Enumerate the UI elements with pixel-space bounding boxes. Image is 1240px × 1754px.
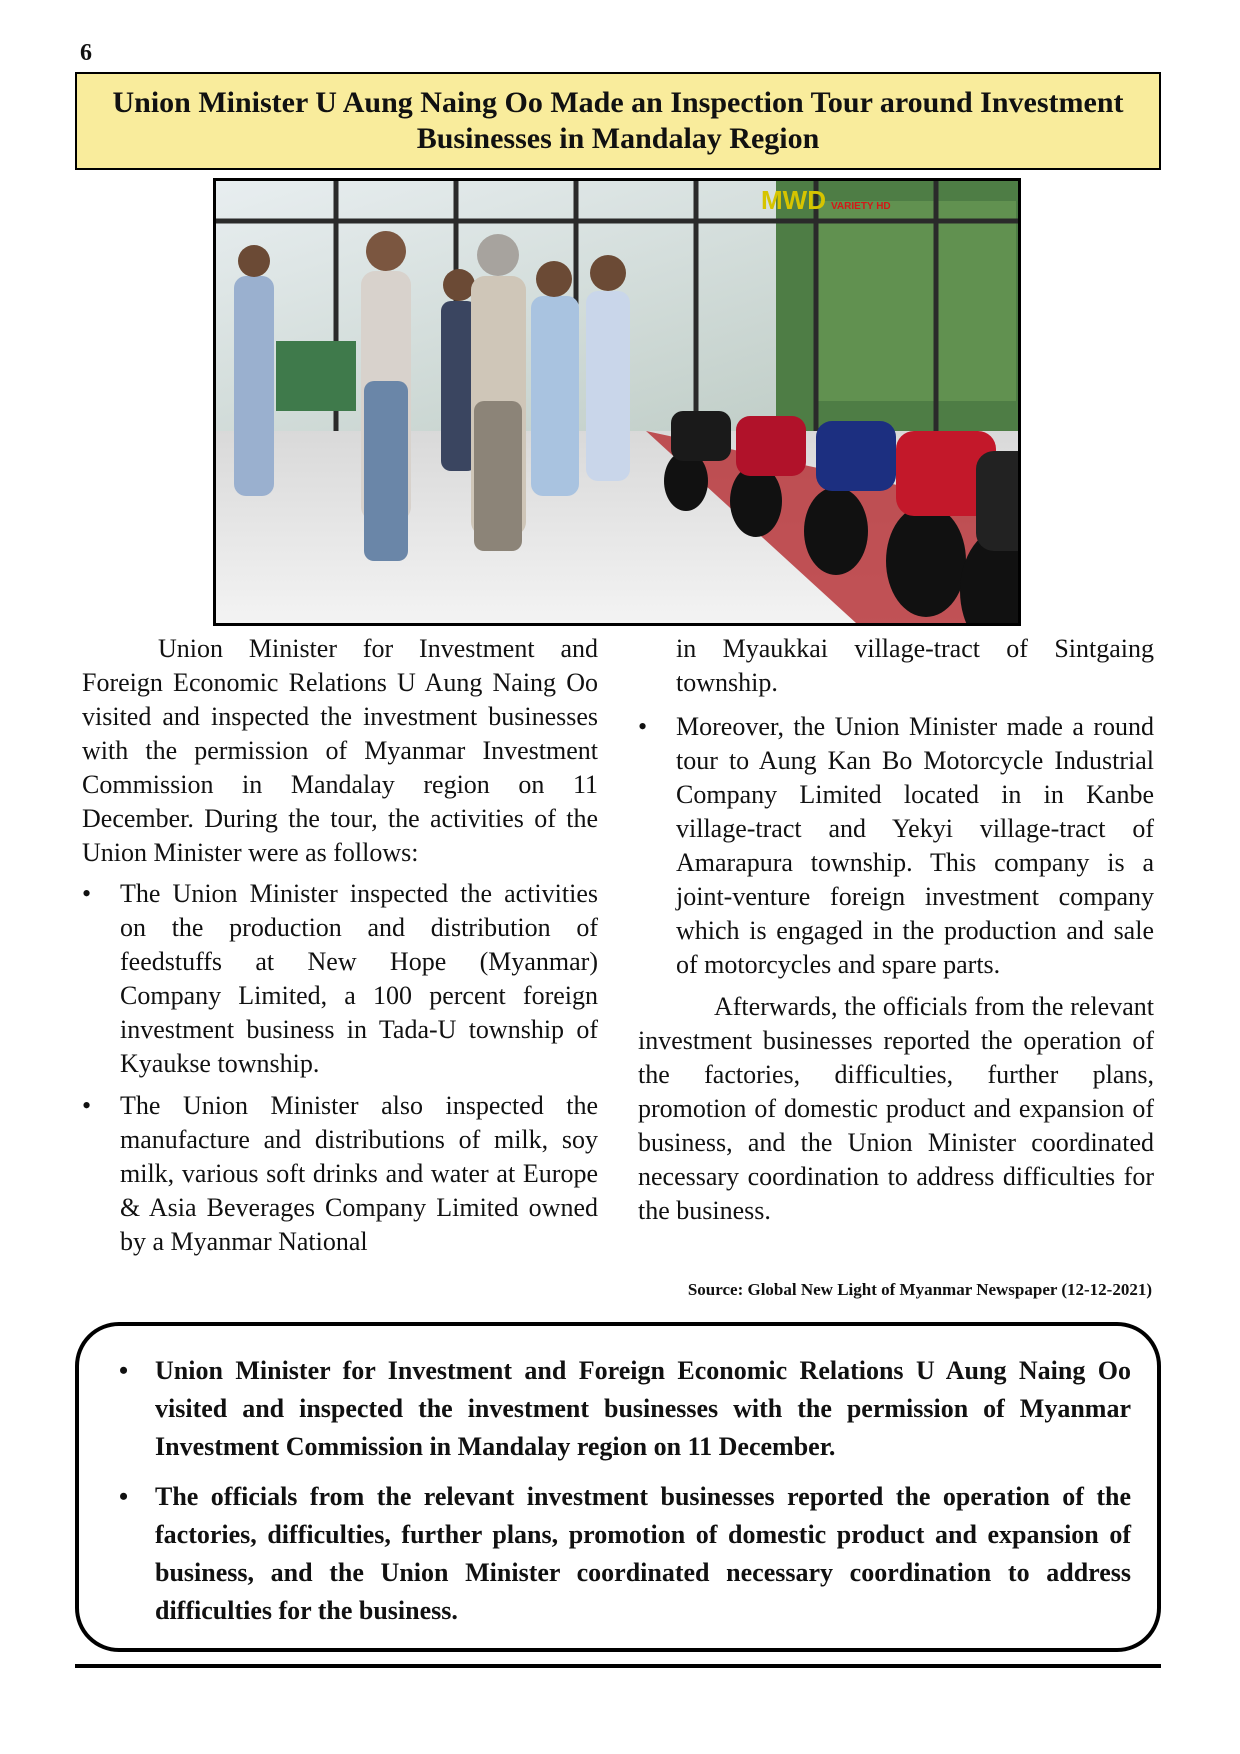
article-intro: Union Minister for Investment and Foreign Economic Relations U Aung Naing Oo visited and inspected the investment businesses with the permission of Myanmar Investment Commission in Mandalay region on 11 December. During the tour, the activities of the Union Minister were as follows: xyxy=(82,634,598,867)
summary-list xyxy=(105,1352,1131,1630)
activity-list xyxy=(82,877,598,1259)
list-item-continuation: in Myaukkai village-tract of Sintgaing township. xyxy=(676,634,1154,697)
list-item: • The Union Minister also inspected the manufacture and distributions of milk, soy milk, various soft drinks and water at Europe & Asia Beverages Company Limited owned by a Myanmar National xyxy=(82,1089,598,1259)
summary-item: • The officials from the relevant investment businesses reported the operation of the factories, difficulties, further plans, promotion of domestic product and expansion of business, and the Union Minister coordinated necessary coordination to address difficulties for the business. xyxy=(105,1478,1131,1630)
news-photo xyxy=(213,178,1021,626)
page-number: 6 xyxy=(80,40,92,66)
svg-text:VARIETY HD: VARIETY HD xyxy=(831,201,891,212)
bottom-divider xyxy=(75,1664,1161,1668)
article-column-right xyxy=(638,632,1154,1228)
list-item: • Moreover, the Union Minister made a round tour to Aung Kan Bo Motorcycle Industrial Company Limited located in in Kanbe village-tract and Yekyi village-tract of Amarapura township. This company is a joint-venture foreign investment company which is engaged in the production and sale of motorcycles and spare parts. xyxy=(638,710,1154,982)
list-item: • The Union Minister inspected the activities on the production and distribution of feedstuffs at New Hope (Myanmar) Company Limited, a 100 percent foreign investment business in Tada-U township of Kyaukse township. xyxy=(82,877,598,1081)
summary-item: • Union Minister for Investment and Foreign Economic Relations U Aung Naing Oo visited and inspected the investment businesses with the permission of Myanmar Investment Commission in Mandalay region on 11 December. xyxy=(105,1352,1131,1466)
article-title: Union Minister U Aung Naing Oo Made an Inspection Tour around Investment Businesses in Mandalay Region xyxy=(75,72,1161,170)
photo-illustration xyxy=(216,181,1018,623)
activity-list-continued xyxy=(638,710,1154,982)
article-column-left xyxy=(82,632,598,1267)
summary-box xyxy=(75,1322,1161,1652)
article-closing: Afterwards, the officials from the relevant investment businesses reported the operation of the factories, difficulties, further plans, promotion of domestic product and expansion of business, and the Union Minister coordinated necessary coordination to address difficulties for the business. xyxy=(638,992,1154,1225)
source-citation: Source: Global New Light of Myanmar Newspaper (12-12-2021) xyxy=(687,1280,1152,1299)
svg-text:MWD: MWD xyxy=(761,185,826,215)
